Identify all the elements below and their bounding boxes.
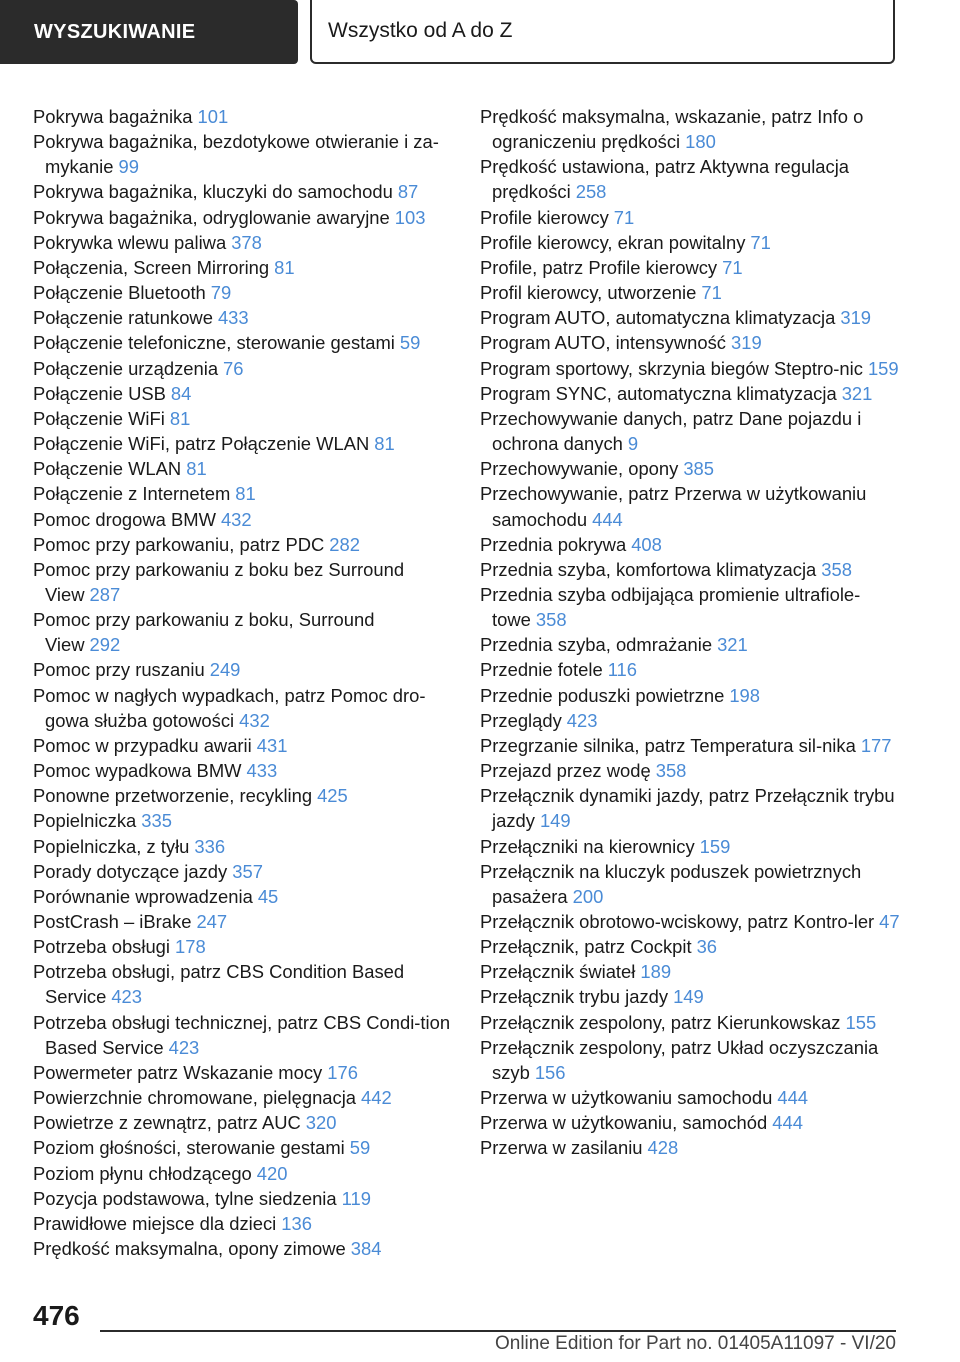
- index-entry: [33, 431, 453, 456]
- index-entry-text: Połączenia, Screen Mirroring: [33, 256, 270, 278]
- index-entry-page-link[interactable]: 159: [867, 357, 899, 379]
- index-entry-text: Prędkość maksymalna, wskazanie, patrz Info o ograniczeniu prędkości: [480, 106, 864, 153]
- index-entry-page-link[interactable]: 442: [361, 1087, 392, 1109]
- index-entry-text: Przełącznik na kluczyk poduszek powietrznych pasażera: [480, 860, 862, 907]
- index-entry: [480, 255, 900, 280]
- index-entry-page-link[interactable]: 81: [186, 458, 207, 480]
- index-entry-page-link[interactable]: 87: [397, 181, 419, 203]
- index-entry-page-link[interactable]: 149: [673, 986, 704, 1008]
- index-entry: [480, 582, 900, 632]
- index-entry-page-link[interactable]: 136: [281, 1212, 312, 1234]
- index-entry: [480, 683, 900, 708]
- index-entry: [33, 884, 453, 909]
- index-entry: [480, 783, 900, 833]
- index-entry: [33, 280, 453, 305]
- index-entry-page-link[interactable]: 287: [89, 583, 121, 605]
- index-entry: [33, 1186, 453, 1211]
- index-entry: [480, 758, 900, 783]
- index-entry-page-link[interactable]: 384: [350, 1238, 382, 1260]
- index-entry: [480, 154, 900, 204]
- index-entry-text: Pokrywa bagażnika, kluczyki do samochodu: [33, 181, 393, 203]
- index-entry-page-link[interactable]: 292: [89, 634, 121, 656]
- index-entry-page-link[interactable]: 101: [197, 106, 229, 127]
- index-entry: [33, 104, 453, 129]
- index-entry-text: Profile kierowcy: [480, 206, 609, 228]
- index-entry: [480, 1110, 900, 1135]
- index-entry: [480, 657, 900, 682]
- index-entry-text: Pomoc przy parkowaniu z boku bez Surround View: [33, 558, 405, 605]
- index-entry-page-link[interactable]: 149: [539, 810, 571, 832]
- index-entry-text: Pokrywa bagażnika: [33, 106, 193, 127]
- index-entry-page-link[interactable]: 385: [683, 458, 715, 480]
- index-entry-page-link[interactable]: 156: [534, 1061, 566, 1083]
- index-entry: [480, 1035, 900, 1085]
- index-entry: [33, 909, 453, 934]
- index-entry-text: Połączenie ratunkowe: [33, 307, 213, 329]
- index-entry-page-link[interactable]: 198: [729, 684, 761, 706]
- index-entry-page-link[interactable]: 79: [210, 282, 232, 304]
- index-entry-text: Profil kierowcy, utworzenie: [480, 282, 697, 304]
- index-entry-page-link[interactable]: 84: [170, 382, 192, 404]
- index-entry-text: Połączenie WiFi, patrz Połączenie WLAN: [33, 433, 370, 455]
- index-entry-text: Profile, patrz Profile kierowcy: [480, 256, 718, 278]
- index-entry-page-link[interactable]: 180: [685, 131, 716, 153]
- index-entry-text: Prędkość ustawiona, patrz Aktywna regulacja prędkości: [480, 156, 850, 203]
- index-entry: [480, 1135, 900, 1160]
- index-entry: [33, 1236, 453, 1261]
- index-entry-text: Ponowne przetworzenie, recykling: [33, 785, 313, 807]
- index-entry-text: Przeglądy: [480, 709, 562, 731]
- index-entry-page-link[interactable]: 319: [730, 332, 762, 354]
- index-entry-text: Poziom głośności, sterowanie gestami: [33, 1137, 345, 1159]
- index-entry-page-link[interactable]: 155: [845, 1011, 877, 1033]
- index-entry: [33, 783, 453, 808]
- index-entry: [33, 733, 453, 758]
- index-entry-page-link[interactable]: 320: [305, 1112, 337, 1134]
- index-entry-page-link[interactable]: 103: [394, 206, 426, 228]
- index-entry: [480, 1085, 900, 1110]
- index-entry: [480, 456, 900, 481]
- index-entry-page-link[interactable]: 428: [647, 1137, 679, 1159]
- index-entry-page-link[interactable]: 444: [777, 1087, 809, 1109]
- index-entry: [33, 834, 453, 859]
- index-entry-page-link[interactable]: 71: [701, 282, 722, 304]
- index-entry-page-link[interactable]: 335: [141, 810, 172, 832]
- index-entry-text: Powierzchnie chromowane, pielęgnacja: [33, 1087, 357, 1109]
- index-entry-text: Przełącznik, patrz Cockpit: [480, 936, 692, 958]
- index-entry: [480, 859, 900, 909]
- index-entry-page-link[interactable]: 81: [235, 483, 256, 505]
- index-entry: [33, 532, 453, 557]
- index-entry-page-link[interactable]: 119: [341, 1187, 371, 1209]
- index-entry-text: Połączenie z Internetem: [33, 483, 231, 505]
- index-entry-text: Przerwa w zasilaniu: [480, 1137, 643, 1159]
- index-entry-text: Pomoc wypadkowa BMW: [33, 760, 242, 782]
- index-entry-text: Połączenie USB: [33, 382, 166, 404]
- index-entry-text: Przełącznik dynamiki jazdy, patrz Przełącznik trybu jazdy: [480, 785, 895, 832]
- index-entry-page-link[interactable]: 433: [246, 760, 278, 782]
- index-entry-text: Prawidłowe miejsce dla dzieci: [33, 1212, 277, 1234]
- index-entry: [480, 532, 900, 557]
- index-entry: [33, 406, 453, 431]
- index-entry-text: Połączenie WLAN: [33, 458, 182, 480]
- index-entry-text: Popielniczka: [33, 810, 137, 832]
- index-entry-page-link[interactable]: 59: [399, 332, 421, 354]
- index-entry: [33, 381, 453, 406]
- index-entry: [33, 456, 453, 481]
- index-entry-page-link[interactable]: 319: [840, 307, 872, 329]
- index-entry-page-link[interactable]: 378: [231, 231, 262, 253]
- index-entry: [480, 305, 900, 330]
- index-entry: [33, 255, 453, 280]
- index-entry-text: Pokrywa bagażnika, odryglowanie awaryjne: [33, 206, 390, 228]
- index-entry: [33, 657, 453, 682]
- page-title-tab: Wszystko od A do Z: [310, 0, 895, 64]
- index-entry-text: Przerwa w użytkowaniu, samochód: [480, 1112, 768, 1134]
- index-entry-page-link[interactable]: 258: [575, 181, 607, 203]
- index-entry-page-link[interactable]: 249: [209, 659, 241, 681]
- index-entry-page-link[interactable]: 178: [175, 936, 206, 958]
- index-entry-text: Potrzeba obsługi, patrz CBS Condition Based Service: [33, 961, 405, 1008]
- index-entry-page-link[interactable]: 425: [317, 785, 348, 807]
- index-entry: [33, 808, 453, 833]
- index-entry-page-link[interactable]: 159: [699, 835, 731, 857]
- index-entry: [33, 356, 453, 381]
- index-entry-text: Połączenie WiFi: [33, 407, 165, 429]
- index-entry-text: Przechowywanie, opony: [480, 458, 679, 480]
- index-entry: [33, 305, 453, 330]
- index-entry: [480, 959, 900, 984]
- index-entry: [33, 683, 453, 733]
- index-entry: [480, 1010, 900, 1035]
- index-entry-page-link[interactable]: 358: [821, 558, 852, 580]
- index-entry-text: Program sportowy, skrzynia biegów Steptro-nic: [480, 357, 863, 379]
- index-entry-page-link[interactable]: 432: [239, 709, 270, 731]
- index-entry-text: Prędkość maksymalna, opony zimowe: [33, 1238, 346, 1260]
- index-entry: [33, 1085, 453, 1110]
- index-entry-text: Powietrze z zewnątrz, patrz AUC: [33, 1112, 301, 1134]
- index-entry-text: Połączenie Bluetooth: [33, 282, 206, 304]
- index-entry-page-link[interactable]: 81: [274, 256, 295, 278]
- index-entry-page-link[interactable]: 358: [535, 609, 567, 631]
- index-entry-text: Porady dotyczące jazdy: [33, 860, 228, 882]
- index-entry: [480, 557, 900, 582]
- index-entry: [33, 959, 453, 1009]
- index-entry-page-link[interactable]: 321: [717, 634, 748, 656]
- index-entry-text: Pokrywka wlewu paliwa: [33, 231, 227, 253]
- index-entry: [33, 1161, 453, 1186]
- index-entry: [480, 632, 900, 657]
- index-entry: [33, 129, 453, 179]
- index-entry-text: Program SYNC, automatyczna klimatyzacja: [480, 382, 837, 404]
- index-entry-text: Przechowywanie, patrz Przerwa w użytkowaniu samochodu: [480, 483, 867, 530]
- index-entry: [33, 1010, 453, 1060]
- index-entry-text: Poziom płynu chłodzącego: [33, 1162, 252, 1184]
- index-entry-page-link[interactable]: 282: [329, 533, 360, 555]
- index-entry: [480, 708, 900, 733]
- index-entry-text: Pomoc drogowa BMW: [33, 508, 216, 530]
- index-entry-page-link[interactable]: 81: [374, 433, 395, 455]
- index-entry-page-link[interactable]: 408: [631, 533, 662, 555]
- index-entry-page-link[interactable]: 177: [860, 734, 892, 756]
- index-entry-text: Połączenie urządzenia: [33, 357, 219, 379]
- index-entry-text: Pomoc przy parkowaniu z boku, Surround View: [33, 609, 375, 656]
- footer-edition-text: Online Edition for Part no. 01405A11097 - VI/20: [494, 1333, 896, 1354]
- index-entry-page-link[interactable]: 81: [169, 407, 191, 429]
- index-entry: [480, 205, 900, 230]
- index-entry-text: Pomoc przy parkowaniu, patrz PDC: [33, 533, 325, 555]
- index-entry-page-link[interactable]: 71: [750, 231, 771, 253]
- index-entry-page-link[interactable]: 336: [194, 835, 226, 857]
- index-entry-page-link[interactable]: 9: [627, 433, 639, 455]
- index-entry: [480, 984, 900, 1009]
- index-entry-page-link[interactable]: 200: [572, 885, 604, 907]
- index-entry-text: Przełącznik trybu jazdy: [480, 986, 669, 1008]
- index-column-right: [480, 104, 900, 1161]
- index-entry-page-link[interactable]: 433: [217, 307, 249, 329]
- index-entry-text: Przednia szyba, odmrażanie: [480, 634, 713, 656]
- index-entry-text: Pozycja podstawowa, tylne siedzenia: [33, 1187, 337, 1209]
- index-entry: [480, 104, 900, 154]
- index-entry-text: PostCrash – iBrake: [33, 911, 192, 932]
- index-entry: [33, 607, 453, 657]
- index-entry: [33, 1211, 453, 1236]
- index-entry-page-link[interactable]: 116: [607, 659, 638, 681]
- index-entry-text: Pomoc przy ruszaniu: [33, 659, 205, 681]
- index-entry-page-link[interactable]: 47: [879, 911, 900, 932]
- index-column-left: [33, 104, 453, 1261]
- index-entry-text: Popielniczka, z tyłu: [33, 835, 190, 857]
- index-entry-text: Profile kierowcy, ekran powitalny: [480, 231, 746, 253]
- index-entry-text: Przednie poduszki powietrzne: [480, 684, 725, 706]
- index-entry-text: Przednia pokrywa: [480, 533, 627, 555]
- index-entry: [33, 179, 453, 204]
- index-entry-text: Przednia szyba, komfortowa klimatyzacja: [480, 558, 817, 580]
- index-entry-page-link[interactable]: 444: [592, 508, 623, 530]
- index-entry-text: Przełącznik świateł: [480, 961, 636, 983]
- index-entry-text: Pomoc w nagłych wypadkach, patrz Pomoc dro-gowa służba gotowości: [33, 684, 426, 731]
- index-entry-page-link[interactable]: 423: [111, 986, 143, 1008]
- footer-divider: [100, 1330, 896, 1332]
- index-entry-page-link[interactable]: 76: [223, 357, 244, 379]
- index-entry: [480, 909, 900, 934]
- index-entry: [480, 834, 900, 859]
- index-entry-text: Potrzeba obsługi: [33, 936, 170, 958]
- index-entry-text: Powermeter patrz Wskazanie mocy: [33, 1061, 323, 1083]
- index-entry-page-link[interactable]: 423: [566, 709, 598, 731]
- section-tab: WYSZUKIWANIE: [0, 0, 298, 64]
- index-entry-text: Połączenie telefoniczne, sterowanie gestami: [33, 332, 395, 354]
- index-entry: [33, 1060, 453, 1085]
- index-entry-page-link[interactable]: 358: [655, 760, 687, 782]
- index-entry-page-link[interactable]: 71: [722, 256, 743, 278]
- index-entry: [33, 507, 453, 532]
- index-entry-page-link[interactable]: 99: [118, 156, 139, 178]
- index-entry: [480, 230, 900, 255]
- index-entry-page-link[interactable]: 189: [640, 961, 672, 983]
- index-entry: [480, 381, 900, 406]
- index-entry-page-link[interactable]: 71: [613, 206, 635, 228]
- index-entry-page-link[interactable]: 59: [349, 1137, 371, 1159]
- index-entry: [480, 733, 900, 758]
- index-entry-text: Przejazd przez wodę: [480, 760, 651, 782]
- index-entry-text: Porównanie wprowadzenia: [33, 885, 253, 907]
- index-entry-text: Przełącznik zespolony, patrz Układ oczyszczania szyb: [480, 1036, 879, 1083]
- index-entry-page-link[interactable]: 420: [256, 1162, 288, 1184]
- index-entry-text: Program AUTO, intensywność: [480, 332, 726, 354]
- index-entry: [33, 859, 453, 884]
- index-entry: [480, 406, 900, 456]
- page-number: 476: [33, 1300, 80, 1331]
- index-entry-page-link[interactable]: 321: [841, 382, 873, 404]
- index-entry-page-link[interactable]: 36: [696, 936, 718, 958]
- index-entry: [480, 330, 900, 355]
- index-entry-text: Przednia szyba odbijająca promienie ultrafiole-towe: [480, 583, 861, 631]
- index-entry: [33, 1135, 453, 1160]
- index-entry-text: Przednie fotele: [480, 659, 603, 681]
- index-entry: [480, 280, 900, 305]
- index-entry: [33, 481, 453, 506]
- index-entry-text: Przełączniki na kierownicy: [480, 835, 695, 857]
- index-entry: [33, 230, 453, 255]
- index-entry-page-link[interactable]: 423: [168, 1036, 200, 1058]
- index-entry: [33, 557, 453, 607]
- index-entry-page-link[interactable]: 247: [196, 911, 228, 932]
- index-entry: [33, 330, 453, 355]
- index-entry: [33, 758, 453, 783]
- index-entry: [33, 205, 453, 230]
- index-entry: [33, 1110, 453, 1135]
- index-entry-page-link[interactable]: 432: [220, 508, 252, 530]
- index-entry-page-link[interactable]: 444: [772, 1112, 803, 1134]
- index-entry-text: Pomoc w przypadku awarii: [33, 734, 252, 756]
- index-entry-text: Program AUTO, automatyczna klimatyzacja: [480, 307, 836, 329]
- index-entry-text: Przerwa w użytkowaniu samochodu: [480, 1087, 773, 1109]
- index-entry-page-link[interactable]: 357: [232, 860, 263, 882]
- index-entry: [480, 481, 900, 531]
- index-entry-page-link[interactable]: 176: [327, 1061, 358, 1083]
- index-entry-text: Przełącznik obrotowo-wciskowy, patrz Kontro-ler: [480, 911, 875, 932]
- index-entry-text: Przełącznik zespolony, patrz Kierunkowskaz: [480, 1011, 841, 1033]
- index-entry-page-link[interactable]: 431: [256, 734, 288, 756]
- index-entry: [480, 356, 900, 381]
- index-entry-text: Pokrywa bagażnika, bezdotykowe otwieranie i za-mykanie: [33, 131, 439, 178]
- index-entry: [480, 934, 900, 959]
- index-entry: [33, 934, 453, 959]
- index-entry-page-link[interactable]: 45: [257, 885, 279, 907]
- index-entry-text: Potrzeba obsługi technicznej, patrz CBS Condi-tion Based Service: [33, 1011, 451, 1058]
- index-entry-text: Przechowywanie danych, patrz Dane pojazdu i ochrona danych: [480, 407, 862, 455]
- index-entry-text: Przegrzanie silnika, patrz Temperatura sil-nika: [480, 734, 856, 756]
